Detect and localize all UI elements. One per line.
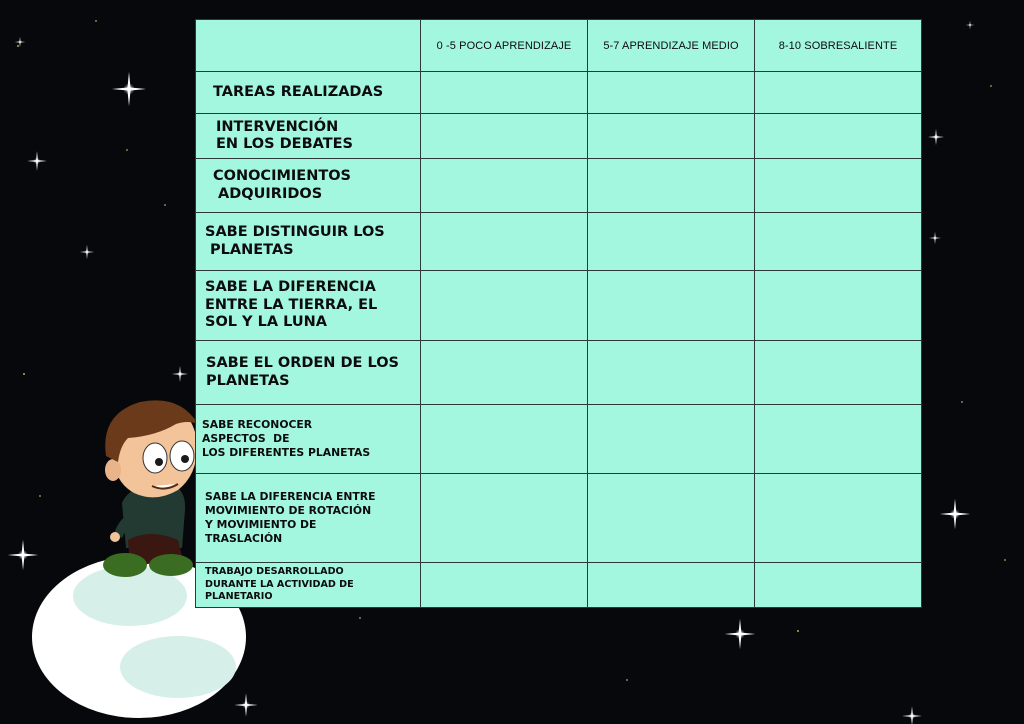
score-cell-medium	[588, 213, 755, 271]
score-cell-low	[421, 159, 588, 213]
criterion-cell: TAREAS REALIZADAS	[196, 72, 421, 114]
table-row	[196, 72, 922, 114]
score-cell-high	[755, 474, 922, 563]
score-cell-medium	[588, 271, 755, 341]
header-medium-learning: 5-7 APRENDIZAJE MEDIO	[588, 20, 755, 72]
score-cell-medium	[588, 341, 755, 405]
score-cell-medium	[588, 114, 755, 159]
criterion-cell: SABE LA DIFERENCIA ENTRE LA TIERRA, EL SOL Y LA LUNA	[196, 271, 421, 341]
criterion-cell: INTERVENCIÓN EN LOS DEBATES	[196, 114, 421, 159]
score-cell-medium	[588, 159, 755, 213]
score-cell-high	[755, 159, 922, 213]
score-cell-medium	[588, 72, 755, 114]
table-row	[196, 563, 922, 608]
score-cell-medium	[588, 474, 755, 563]
table-row	[196, 159, 922, 213]
header-corner-cell	[196, 20, 421, 72]
table-row	[196, 474, 922, 563]
score-cell-low	[421, 114, 588, 159]
table-row	[196, 271, 922, 341]
header-low-learning: 0 -5 POCO APRENDIZAJE	[421, 20, 588, 72]
score-cell-low	[421, 474, 588, 563]
score-cell-medium	[588, 563, 755, 608]
score-cell-high	[755, 213, 922, 271]
criterion-cell: SABE DISTINGUIR LOS PLANETAS	[196, 213, 421, 271]
score-cell-low	[421, 405, 588, 474]
criterion-cell: SABE LA DIFERENCIA ENTRE MOVIMIENTO DE ROTACIÓN Y MOVIMIENTO DE TRASLACIÓN	[196, 474, 421, 563]
evaluation-rubric-table	[195, 19, 922, 608]
score-cell-low	[421, 563, 588, 608]
score-cell-low	[421, 341, 588, 405]
score-cell-high	[755, 271, 922, 341]
score-cell-high	[755, 341, 922, 405]
score-cell-high	[755, 563, 922, 608]
criterion-cell: TRABAJO DESARROLLADO DURANTE LA ACTIVIDAD DE PLANETARIO	[196, 563, 421, 608]
cartoon-boy-icon	[103, 400, 198, 577]
score-cell-high	[755, 72, 922, 114]
table-row	[196, 114, 922, 159]
table-header-row	[196, 20, 922, 72]
table-row	[196, 405, 922, 474]
table-row	[196, 341, 922, 405]
score-cell-high	[755, 114, 922, 159]
score-cell-medium	[588, 405, 755, 474]
criterion-cell: CONOCIMIENTOS ADQUIRIDOS	[196, 159, 421, 213]
score-cell-low	[421, 213, 588, 271]
table-row	[196, 213, 922, 271]
criterion-cell: SABE RECONOCER ASPECTOS DE LOS DIFERENTES PLANETAS	[196, 405, 421, 474]
score-cell-low	[421, 271, 588, 341]
score-cell-low	[421, 72, 588, 114]
header-outstanding: 8-10 SOBRESALIENTE	[755, 20, 922, 72]
criterion-cell: SABE EL ORDEN DE LOS PLANETAS	[196, 341, 421, 405]
score-cell-high	[755, 405, 922, 474]
